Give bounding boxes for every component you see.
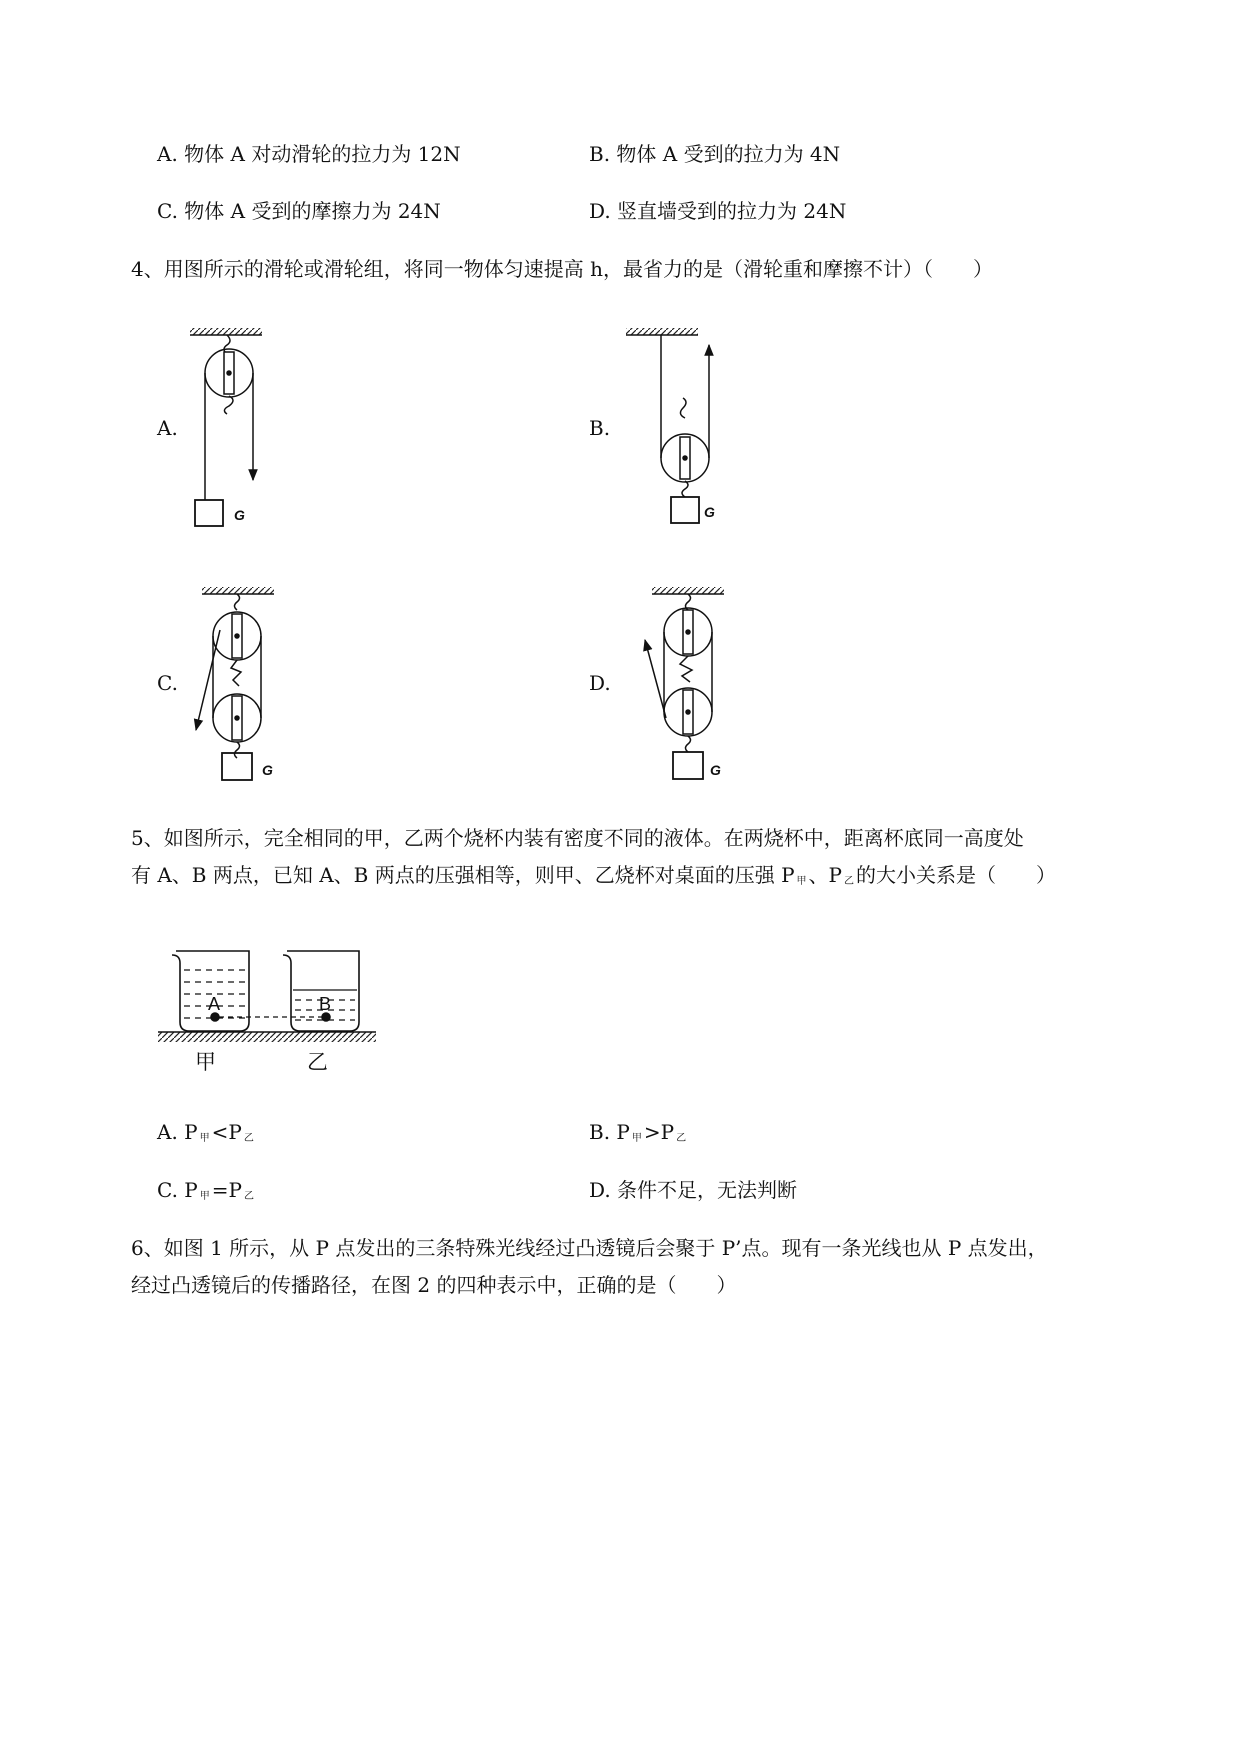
q4-option-a-label: A.	[157, 416, 178, 440]
point-b-label: B	[319, 994, 332, 1014]
q5-option-a: A. P $_甲$ <P $_乙$	[157, 1120, 254, 1144]
pulley-diagram-a	[190, 328, 262, 526]
beaker-diagram	[158, 951, 376, 1042]
pulley-diagram-d	[645, 587, 724, 779]
q4-option-b-label: B.	[589, 416, 611, 440]
weight-label-c: G	[262, 762, 273, 778]
q3-option-c: C. 物体 A 受到的摩擦力为 24N	[157, 199, 441, 223]
q3-option-a: A. 物体 A 对动滑轮的拉力为 12N	[157, 142, 461, 166]
q6-stem-line1: 6、如图 1 所示，从 P 点发出的三条特殊光线经过凸透镜后会聚于 P’点。现有一条光线也从 P 点发出，	[131, 1236, 1048, 1260]
q4-option-d-label: D.	[589, 671, 611, 695]
q3-option-b: B. 物体 A 受到的拉力为 4N	[589, 142, 841, 166]
q6-stem-line2: 经过凸透镜后的传播路径，在图 2 的四种表示中，正确的是（ ）	[131, 1273, 737, 1297]
q5-option-c: C. P $_甲$ =P $_乙$	[157, 1178, 254, 1202]
q5-stem-line1: 5、如图所示，完全相同的甲，乙两个烧杯内装有密度不同的液体。在两烧杯中，距离杯底同一高度处	[131, 826, 1024, 850]
pulley-diagram-b	[626, 328, 709, 523]
weight-label-a: G	[234, 507, 245, 523]
q3-option-d: D. 竖直墙受到的拉力为 24N	[589, 199, 847, 223]
q4-option-c-label: C.	[157, 671, 178, 695]
weight-label-d: G	[710, 762, 721, 778]
q5-option-b: B. P $_甲$ >P $_乙$	[589, 1120, 687, 1144]
q4-stem: 4、用图所示的滑轮或滑轮组，将同一物体匀速提高 h，最省力的是（滑轮重和摩擦不计）（ ）	[131, 257, 993, 281]
beaker-label-yi: 乙	[307, 1050, 328, 1074]
beaker-label-jia: 甲	[195, 1050, 216, 1074]
q5-option-d: D. 条件不足，无法判断	[589, 1178, 798, 1202]
weight-label-b: G	[704, 504, 715, 520]
q5-stem-line2: 有 A、B 两点，已知 A、B 两点的压强相等，则甲、乙烧杯对桌面的压强 P $_甲$ 、P $_乙$ 的大小关系是（ ）	[131, 863, 1056, 887]
pulley-diagram-c	[196, 587, 274, 780]
point-a-label: A	[208, 994, 221, 1014]
